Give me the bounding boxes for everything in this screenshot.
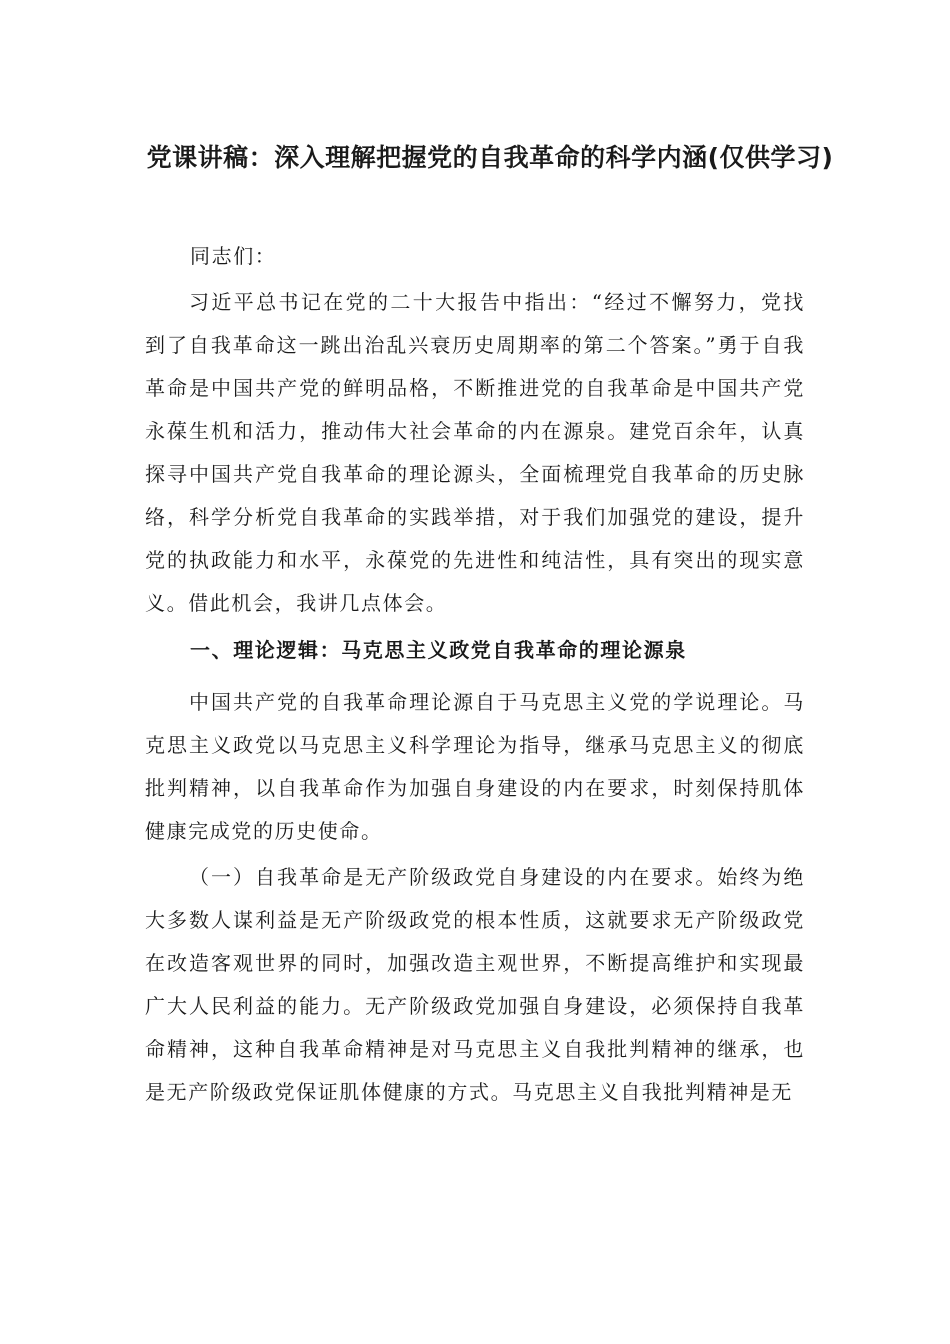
document-title: 党课讲稿：深入理解把握党的自我革命的科学内涵(仅供学习): [146, 143, 834, 172]
paragraph-section-1-intro: 中国共产党的自我革命理论源自于马克思主义党的学说理论。马克思主义政党以马克思主义科学理论为指导，继承马克思主义的彻底批判精神，以自我革命作为加强自身建设的内在要求，时刻保持肌体健康完成党的历史使命。: [145, 690, 805, 843]
salutation: 同志们：: [190, 244, 277, 268]
paragraph-subsection-1: （一）自我革命是无产阶级政党自身建设的内在要求。始终为绝大多数人谋利益是无产阶级政党的根本性质，这就要求无产阶级政党在改造客观世界的同时，加强改造主观世界，不断提高维护和实现最广大人民利益的能力。无产阶级政党加强自身建设，必须保持自我革命精神，这种自我革命精神是对马克思主义自我批判精神的继承，也是无产阶级政党保证肌体健康的方式。马克思主义自我批判精神是无: [145, 865, 805, 1104]
paragraph-intro: 习近平总书记在党的二十大报告中指出：“经过不懈努力，党找到了自我革命这一跳出治乱兴衰历史周期率的第二个答案。”勇于自我革命是中国共产党的鲜明品格，不断推进党的自我革命是中国共产党永葆生机和活力，推动伟大社会革命的内在源泉。建党百余年，认真探寻中国共产党自我革命的理论源头，全面梳理党自我革命的历史脉络，科学分析党自我革命的实践举措，对于我们加强党的建设，提升党的执政能力和水平，永葆党的先进性和纯洁性，具有突出的现实意义。借此机会，我讲几点体会。: [145, 290, 805, 615]
section-heading-1: 一、理论逻辑：马克思主义政党自我革命的理论源泉: [190, 638, 687, 662]
